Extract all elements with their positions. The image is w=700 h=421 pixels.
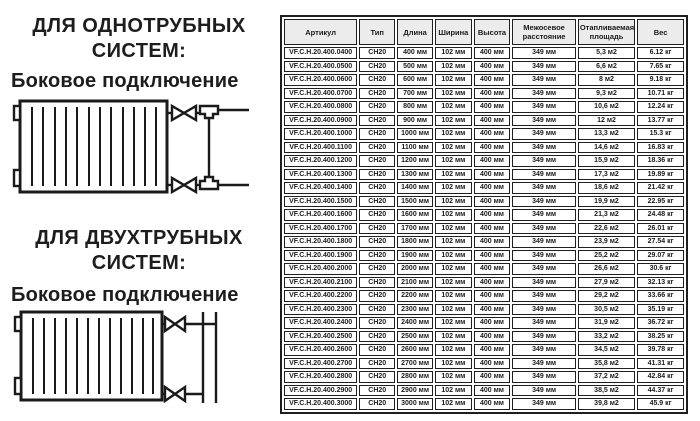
table-row bbox=[284, 358, 684, 370]
cell-type: CH20 bbox=[359, 142, 395, 154]
cell-length: 1500 мм bbox=[397, 196, 433, 208]
cell-weight: 13.77 кг bbox=[637, 115, 684, 127]
table-row bbox=[284, 344, 684, 356]
cell-axle-distance: 349 мм bbox=[512, 317, 576, 329]
header-row bbox=[284, 19, 684, 45]
radiator-icon bbox=[14, 101, 167, 192]
cell-article: VF.C.H.20.400.1600 bbox=[284, 209, 357, 221]
cell-weight: 10.71 кг bbox=[637, 88, 684, 100]
cell-heated-area: 14,6 м2 bbox=[578, 142, 635, 154]
cell-heated-area: 37,2 м2 bbox=[578, 371, 635, 383]
cell-heated-area: 25,2 м2 bbox=[578, 250, 635, 262]
table-row bbox=[284, 331, 684, 343]
cell-heated-area: 33,2 м2 bbox=[578, 331, 635, 343]
cell-height: 400 мм bbox=[474, 344, 511, 356]
column-header-weight: Вес bbox=[637, 19, 684, 45]
cell-length: 2200 мм bbox=[397, 290, 433, 302]
cell-axle-distance: 349 мм bbox=[512, 169, 576, 181]
table-row bbox=[284, 88, 684, 100]
cell-width: 102 мм bbox=[435, 250, 472, 262]
cell-weight: 38.25 кг bbox=[637, 331, 684, 343]
cell-length: 1300 мм bbox=[397, 169, 433, 181]
cell-heated-area: 13,3 м2 bbox=[578, 128, 635, 140]
table-row bbox=[284, 169, 684, 181]
cell-article: VF.C.H.20.400.2700 bbox=[284, 358, 357, 370]
cell-heated-area: 31,9 м2 bbox=[578, 317, 635, 329]
cell-width: 102 мм bbox=[435, 209, 472, 221]
cell-axle-distance: 349 мм bbox=[512, 74, 576, 86]
cell-weight: 35.19 кг bbox=[637, 304, 684, 316]
cell-heated-area: 23,9 м2 bbox=[578, 236, 635, 248]
cell-article: VF.C.H.20.400.1000 bbox=[284, 128, 357, 140]
cell-length: 1000 мм bbox=[397, 128, 433, 140]
cell-axle-distance: 349 мм bbox=[512, 344, 576, 356]
cell-weight: 26.01 кг bbox=[637, 223, 684, 235]
cell-weight: 9.18 кг bbox=[637, 74, 684, 86]
cell-length: 2500 мм bbox=[397, 331, 433, 343]
cell-article: VF.C.H.20.400.2600 bbox=[284, 344, 357, 356]
single-pipe-subtitle: Боковое подключение bbox=[11, 70, 239, 92]
table-row bbox=[284, 250, 684, 262]
column-header-width: Ширина bbox=[435, 19, 472, 45]
cell-height: 400 мм bbox=[474, 47, 511, 59]
cell-width: 102 мм bbox=[435, 74, 472, 86]
table-row bbox=[284, 128, 684, 140]
table-row bbox=[284, 155, 684, 167]
table-row bbox=[284, 101, 684, 113]
cell-axle-distance: 349 мм bbox=[512, 223, 576, 235]
cell-heated-area: 6,6 м2 bbox=[578, 61, 635, 73]
cell-width: 102 мм bbox=[435, 88, 472, 100]
cell-width: 102 мм bbox=[435, 115, 472, 127]
cell-type: CH20 bbox=[359, 250, 395, 262]
cell-width: 102 мм bbox=[435, 317, 472, 329]
cell-width: 102 мм bbox=[435, 398, 472, 410]
cell-article: VF.C.H.20.400.2300 bbox=[284, 304, 357, 316]
cell-weight: 29.07 кг bbox=[637, 250, 684, 262]
cell-width: 102 мм bbox=[435, 263, 472, 275]
cell-article: VF.C.H.20.400.2000 bbox=[284, 263, 357, 275]
cell-width: 102 мм bbox=[435, 371, 472, 383]
spec-table-body bbox=[284, 47, 684, 410]
bottom-valve-icon bbox=[167, 178, 200, 192]
cell-height: 400 мм bbox=[474, 304, 511, 316]
cell-heated-area: 30,5 м2 bbox=[578, 304, 635, 316]
cell-height: 400 мм bbox=[474, 61, 511, 73]
cell-heated-area: 19,9 м2 bbox=[578, 196, 635, 208]
cell-type: CH20 bbox=[359, 101, 395, 113]
cell-heated-area: 35,8 м2 bbox=[578, 358, 635, 370]
top-tee-fitting-icon bbox=[200, 106, 249, 118]
cell-weight: 30.6 кг bbox=[637, 263, 684, 275]
cell-article: VF.C.H.20.400.1300 bbox=[284, 169, 357, 181]
cell-width: 102 мм bbox=[435, 155, 472, 167]
cell-weight: 44.37 кг bbox=[637, 385, 684, 397]
cell-length: 2400 мм bbox=[397, 317, 433, 329]
table-row bbox=[284, 317, 684, 329]
table-row bbox=[284, 142, 684, 154]
cell-axle-distance: 349 мм bbox=[512, 385, 576, 397]
cell-width: 102 мм bbox=[435, 101, 472, 113]
cell-article: VF.C.H.20.400.2400 bbox=[284, 317, 357, 329]
cell-height: 400 мм bbox=[474, 236, 511, 248]
cell-width: 102 мм bbox=[435, 223, 472, 235]
cell-height: 400 мм bbox=[474, 115, 511, 127]
cell-type: CH20 bbox=[359, 398, 395, 410]
cell-length: 1100 мм bbox=[397, 142, 433, 154]
table-row bbox=[284, 223, 684, 235]
cell-length: 400 мм bbox=[397, 47, 433, 59]
cell-type: CH20 bbox=[359, 196, 395, 208]
cell-width: 102 мм bbox=[435, 169, 472, 181]
column-header-type: Тип bbox=[359, 19, 395, 45]
cell-height: 400 мм bbox=[474, 74, 511, 86]
cell-length: 1200 мм bbox=[397, 155, 433, 167]
cell-article: VF.C.H.20.400.0900 bbox=[284, 115, 357, 127]
cell-weight: 36.72 кг bbox=[637, 317, 684, 329]
cell-type: CH20 bbox=[359, 182, 395, 194]
cell-length: 800 мм bbox=[397, 101, 433, 113]
single-pipe-heading-line2: СИСТЕМ: bbox=[91, 40, 187, 62]
cell-length: 1800 мм bbox=[397, 236, 433, 248]
table-row bbox=[284, 182, 684, 194]
cell-heated-area: 26,6 м2 bbox=[578, 263, 635, 275]
cell-length: 2000 мм bbox=[397, 263, 433, 275]
cell-heated-area: 9,3 м2 bbox=[578, 88, 635, 100]
cell-axle-distance: 349 мм bbox=[512, 236, 576, 248]
cell-heated-area: 22,6 м2 bbox=[578, 223, 635, 235]
cell-height: 400 мм bbox=[474, 277, 511, 289]
cell-article: VF.C.H.20.400.0800 bbox=[284, 101, 357, 113]
cell-height: 400 мм bbox=[474, 290, 511, 302]
cell-width: 102 мм bbox=[435, 128, 472, 140]
cell-length: 3000 мм bbox=[397, 398, 433, 410]
cell-height: 400 мм bbox=[474, 358, 511, 370]
cell-length: 2300 мм bbox=[397, 304, 433, 316]
cell-weight: 16.83 кг bbox=[637, 142, 684, 154]
column-header-article: Артикул bbox=[284, 19, 357, 45]
cell-axle-distance: 349 мм bbox=[512, 250, 576, 262]
cell-width: 102 мм bbox=[435, 196, 472, 208]
cell-height: 400 мм bbox=[474, 263, 511, 275]
cell-axle-distance: 349 мм bbox=[512, 182, 576, 194]
cell-type: CH20 bbox=[359, 47, 395, 59]
cell-height: 400 мм bbox=[474, 101, 511, 113]
two-pipe-heading-line2: СИСТЕМ: bbox=[91, 252, 187, 274]
cell-axle-distance: 349 мм bbox=[512, 47, 576, 59]
cell-type: CH20 bbox=[359, 236, 395, 248]
cell-axle-distance: 349 мм bbox=[512, 358, 576, 370]
cell-axle-distance: 349 мм bbox=[512, 88, 576, 100]
cell-width: 102 мм bbox=[435, 304, 472, 316]
spec-table-wrap bbox=[280, 15, 688, 414]
cell-article: VF.C.H.20.400.0600 bbox=[284, 74, 357, 86]
cell-type: CH20 bbox=[359, 88, 395, 100]
cell-heated-area: 21,3 м2 bbox=[578, 209, 635, 221]
column-header-heated-area: Отапливаемая площадь bbox=[578, 19, 635, 45]
cell-type: CH20 bbox=[359, 331, 395, 343]
cell-axle-distance: 349 мм bbox=[512, 290, 576, 302]
cell-heated-area: 18,6 м2 bbox=[578, 182, 635, 194]
spec-table bbox=[280, 15, 688, 414]
cell-length: 1600 мм bbox=[397, 209, 433, 221]
table-row bbox=[284, 371, 684, 383]
cell-height: 400 мм bbox=[474, 196, 511, 208]
cell-heated-area: 38,5 м2 bbox=[578, 385, 635, 397]
cell-length: 2800 мм bbox=[397, 371, 433, 383]
cell-weight: 12.24 кг bbox=[637, 101, 684, 113]
cell-width: 102 мм bbox=[435, 61, 472, 73]
cell-width: 102 мм bbox=[435, 47, 472, 59]
bottom-tee-fitting-icon bbox=[200, 177, 249, 189]
cell-height: 400 мм bbox=[474, 250, 511, 262]
cell-height: 400 мм bbox=[474, 88, 511, 100]
cell-axle-distance: 349 мм bbox=[512, 101, 576, 113]
cell-axle-distance: 349 мм bbox=[512, 128, 576, 140]
cell-height: 400 мм bbox=[474, 371, 511, 383]
table-row bbox=[284, 385, 684, 397]
two-pipe-heading bbox=[0, 226, 278, 276]
cell-length: 2600 мм bbox=[397, 344, 433, 356]
left-panel bbox=[0, 0, 278, 421]
cell-axle-distance: 349 мм bbox=[512, 331, 576, 343]
cell-axle-distance: 349 мм bbox=[512, 277, 576, 289]
cell-height: 400 мм bbox=[474, 317, 511, 329]
cell-height: 400 мм bbox=[474, 209, 511, 221]
cell-article: VF.C.H.20.400.2800 bbox=[284, 371, 357, 383]
cell-height: 400 мм bbox=[474, 142, 511, 154]
cell-article: VF.C.H.20.400.2900 bbox=[284, 385, 357, 397]
cell-width: 102 мм bbox=[435, 385, 472, 397]
cell-weight: 33.66 кг bbox=[637, 290, 684, 302]
cell-weight: 42.84 кг bbox=[637, 371, 684, 383]
cell-weight: 27.54 кг bbox=[637, 236, 684, 248]
cell-weight: 6.12 кг bbox=[637, 47, 684, 59]
cell-type: CH20 bbox=[359, 209, 395, 221]
cell-type: CH20 bbox=[359, 74, 395, 86]
cell-height: 400 мм bbox=[474, 223, 511, 235]
cell-axle-distance: 349 мм bbox=[512, 371, 576, 383]
cell-height: 400 мм bbox=[474, 128, 511, 140]
table-row bbox=[284, 236, 684, 248]
cell-heated-area: 34,5 м2 bbox=[578, 344, 635, 356]
cell-article: VF.C.H.20.400.1500 bbox=[284, 196, 357, 208]
cell-length: 700 мм bbox=[397, 88, 433, 100]
column-header-axle-distance: Межосевое расстояние bbox=[512, 19, 576, 45]
table-row bbox=[284, 209, 684, 221]
cell-heated-area: 8 м2 bbox=[578, 74, 635, 86]
cell-length: 900 мм bbox=[397, 115, 433, 127]
cell-width: 102 мм bbox=[435, 142, 472, 154]
cell-length: 600 мм bbox=[397, 74, 433, 86]
single-pipe-heading bbox=[0, 14, 278, 64]
cell-weight: 22.95 кг bbox=[637, 196, 684, 208]
cell-width: 102 мм bbox=[435, 344, 472, 356]
cell-width: 102 мм bbox=[435, 277, 472, 289]
cell-article: VF.C.H.20.400.1400 bbox=[284, 182, 357, 194]
cell-axle-distance: 349 мм bbox=[512, 196, 576, 208]
cell-article: VF.C.H.20.400.0700 bbox=[284, 88, 357, 100]
cell-heated-area: 27,9 м2 bbox=[578, 277, 635, 289]
cell-type: CH20 bbox=[359, 223, 395, 235]
top-valve-icon bbox=[167, 106, 200, 120]
cell-weight: 32.13 кг bbox=[637, 277, 684, 289]
cell-heated-area: 15,9 м2 bbox=[578, 155, 635, 167]
cell-type: CH20 bbox=[359, 61, 395, 73]
cell-axle-distance: 349 мм bbox=[512, 61, 576, 73]
cell-type: CH20 bbox=[359, 115, 395, 127]
cell-axle-distance: 349 мм bbox=[512, 155, 576, 167]
cell-width: 102 мм bbox=[435, 182, 472, 194]
two-pipe-diagram bbox=[8, 306, 258, 416]
column-header-height: Высота bbox=[474, 19, 511, 45]
cell-weight: 7.65 кг bbox=[637, 61, 684, 73]
cell-article: VF.C.H.20.400.0500 bbox=[284, 61, 357, 73]
cell-weight: 39.78 кг bbox=[637, 344, 684, 356]
cell-weight: 45.9 кг bbox=[637, 398, 684, 410]
cell-height: 400 мм bbox=[474, 385, 511, 397]
cell-length: 2900 мм bbox=[397, 385, 433, 397]
cell-type: CH20 bbox=[359, 371, 395, 383]
cell-length: 2100 мм bbox=[397, 277, 433, 289]
cell-article: VF.C.H.20.400.0400 bbox=[284, 47, 357, 59]
single-pipe-heading-line1: ДЛЯ ОДНОТРУБНЫХ bbox=[32, 15, 246, 37]
cell-length: 1900 мм bbox=[397, 250, 433, 262]
table-row bbox=[284, 290, 684, 302]
cell-length: 500 мм bbox=[397, 61, 433, 73]
cell-axle-distance: 349 мм bbox=[512, 209, 576, 221]
cell-type: CH20 bbox=[359, 263, 395, 275]
cell-axle-distance: 349 мм bbox=[512, 304, 576, 316]
cell-type: CH20 bbox=[359, 277, 395, 289]
riser-pipes bbox=[203, 312, 216, 403]
radiator-icon bbox=[15, 312, 162, 400]
cell-width: 102 мм bbox=[435, 290, 472, 302]
cell-weight: 18.36 кг bbox=[637, 155, 684, 167]
table-row bbox=[284, 74, 684, 86]
cell-weight: 15.3 кг bbox=[637, 128, 684, 140]
single-pipe-diagram bbox=[8, 97, 258, 199]
cell-length: 2700 мм bbox=[397, 358, 433, 370]
column-header-length: Длина bbox=[397, 19, 433, 45]
cell-article: VF.C.H.20.400.1700 bbox=[284, 223, 357, 235]
cell-weight: 24.48 кг bbox=[637, 209, 684, 221]
cell-height: 400 мм bbox=[474, 155, 511, 167]
cell-height: 400 мм bbox=[474, 169, 511, 181]
cell-article: VF.C.H.20.400.2500 bbox=[284, 331, 357, 343]
bottom-valve-icon bbox=[162, 387, 185, 401]
cell-width: 102 мм bbox=[435, 358, 472, 370]
table-row bbox=[284, 47, 684, 59]
cell-height: 400 мм bbox=[474, 398, 511, 410]
cell-weight: 19.89 кг bbox=[637, 169, 684, 181]
cell-length: 1700 мм bbox=[397, 223, 433, 235]
cell-type: CH20 bbox=[359, 385, 395, 397]
cell-width: 102 мм bbox=[435, 236, 472, 248]
table-row bbox=[284, 277, 684, 289]
cell-axle-distance: 349 мм bbox=[512, 398, 576, 410]
cell-weight: 41.31 кг bbox=[637, 358, 684, 370]
cell-type: CH20 bbox=[359, 290, 395, 302]
cell-axle-distance: 349 мм bbox=[512, 142, 576, 154]
two-pipe-subtitle: Боковое подключение bbox=[11, 284, 239, 306]
cell-length: 1400 мм bbox=[397, 182, 433, 194]
cell-heated-area: 5,3 м2 bbox=[578, 47, 635, 59]
cell-weight: 21.42 кг bbox=[637, 182, 684, 194]
table-row bbox=[284, 61, 684, 73]
cell-height: 400 мм bbox=[474, 331, 511, 343]
cell-heated-area: 12 м2 bbox=[578, 115, 635, 127]
cell-type: CH20 bbox=[359, 344, 395, 356]
table-row bbox=[284, 398, 684, 410]
cell-type: CH20 bbox=[359, 128, 395, 140]
two-pipe-heading-line1: ДЛЯ ДВУХТРУБНЫХ bbox=[35, 227, 243, 249]
cell-axle-distance: 349 мм bbox=[512, 115, 576, 127]
cell-article: VF.C.H.20.400.3000 bbox=[284, 398, 357, 410]
cell-type: CH20 bbox=[359, 358, 395, 370]
cell-type: CH20 bbox=[359, 304, 395, 316]
cell-article: VF.C.H.20.400.2100 bbox=[284, 277, 357, 289]
cell-type: CH20 bbox=[359, 155, 395, 167]
table-row bbox=[284, 304, 684, 316]
cell-width: 102 мм bbox=[435, 331, 472, 343]
cell-heated-area: 29,2 м2 bbox=[578, 290, 635, 302]
cell-axle-distance: 349 мм bbox=[512, 263, 576, 275]
cell-heated-area: 17,3 м2 bbox=[578, 169, 635, 181]
cell-heated-area: 10,6 м2 bbox=[578, 101, 635, 113]
top-valve-icon bbox=[162, 317, 185, 331]
cell-type: CH20 bbox=[359, 317, 395, 329]
cell-height: 400 мм bbox=[474, 182, 511, 194]
cell-heated-area: 39,8 м2 bbox=[578, 398, 635, 410]
table-row bbox=[284, 115, 684, 127]
table-row bbox=[284, 196, 684, 208]
cell-article: VF.C.H.20.400.1200 bbox=[284, 155, 357, 167]
table-row bbox=[284, 263, 684, 275]
cell-type: CH20 bbox=[359, 169, 395, 181]
cell-article: VF.C.H.20.400.1100 bbox=[284, 142, 357, 154]
cell-article: VF.C.H.20.400.2200 bbox=[284, 290, 357, 302]
cell-article: VF.C.H.20.400.1800 bbox=[284, 236, 357, 248]
cell-article: VF.C.H.20.400.1900 bbox=[284, 250, 357, 262]
